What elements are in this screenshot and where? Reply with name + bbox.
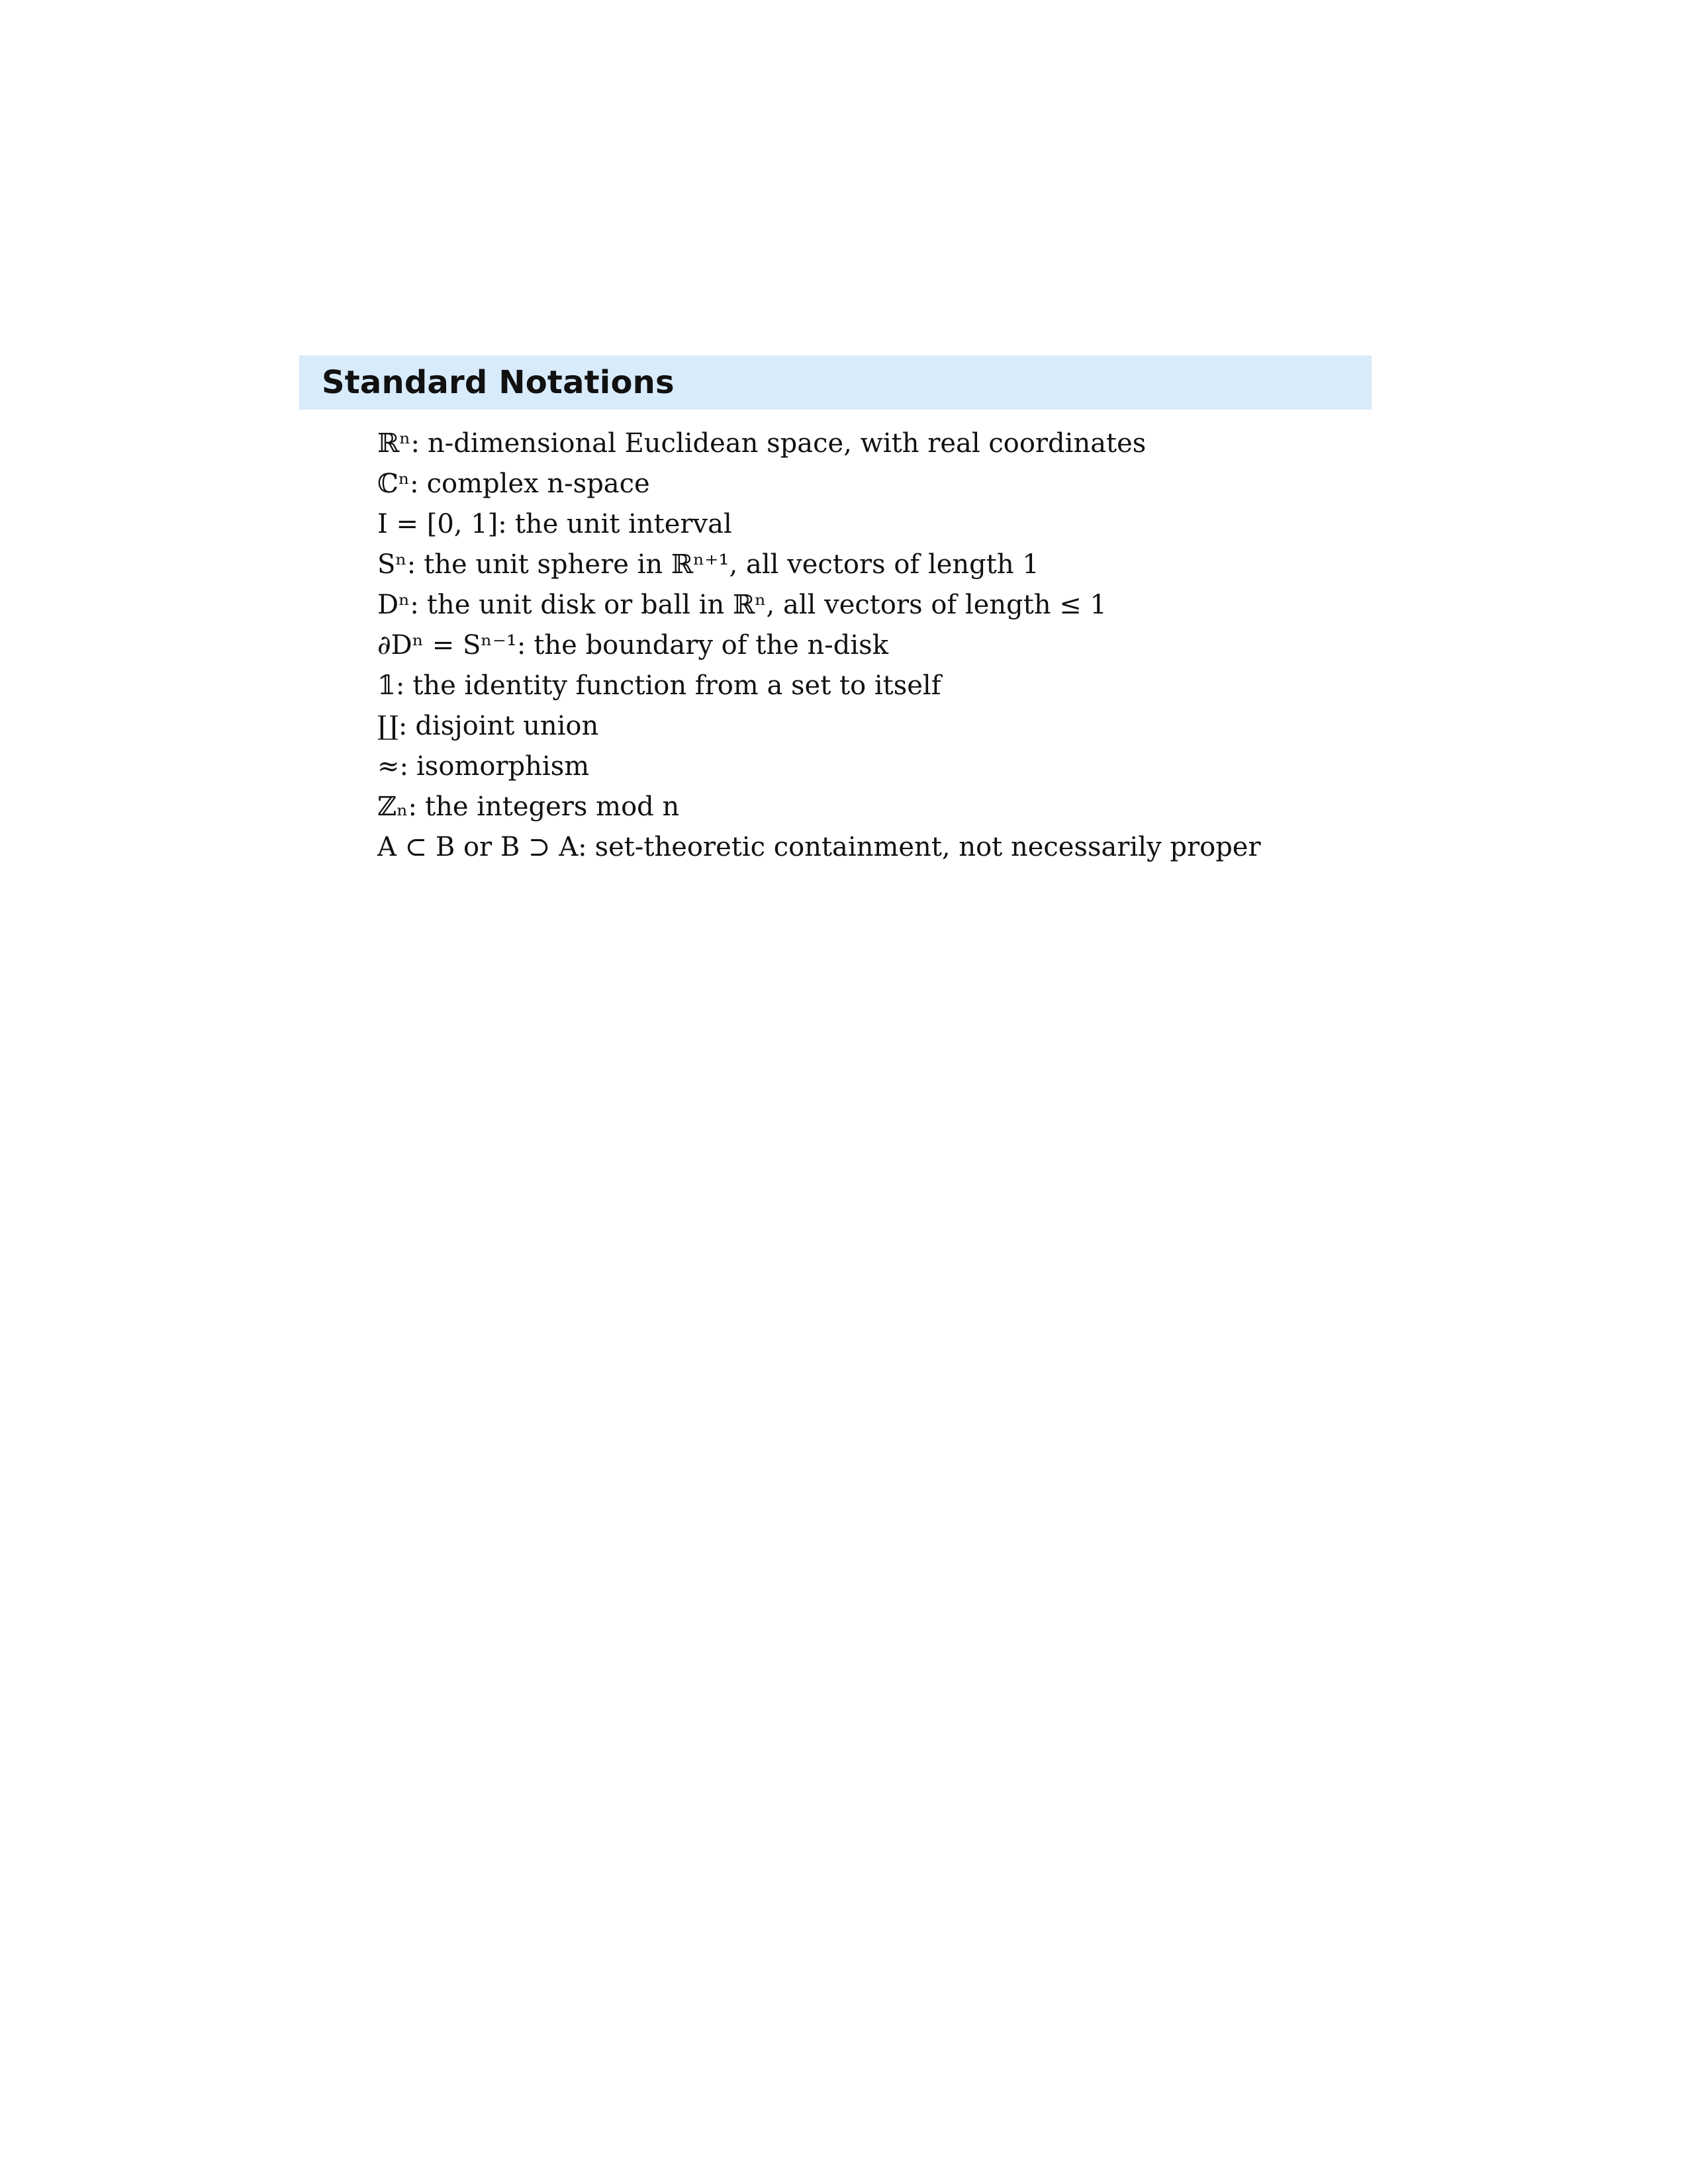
section-header: [299, 355, 1372, 410]
notation-description: the unit interval: [514, 509, 732, 539]
notation-item: ℤₙ: the integers mod n: [377, 792, 680, 822]
notation-symbol: 𝟙: [377, 670, 396, 701]
notation-description: isomorphism: [416, 751, 590, 782]
notation-item: ∂Dⁿ = Sⁿ⁻¹: the boundary of the n-disk: [377, 630, 888, 660]
notation-description: n-dimensional Euclidean space, with real coordinates: [428, 428, 1147, 459]
notation-description: set-theoretic containment, not necessarily proper: [594, 832, 1261, 862]
notation-item: I = [0, 1]: the unit interval: [377, 509, 732, 539]
notation-description: complex n-space: [426, 469, 650, 499]
notation-description: the integers mod n: [425, 792, 680, 822]
notation-symbol: ℝⁿ: [377, 428, 411, 459]
notation-item: Dⁿ: the unit disk or ball in ℝⁿ, all vectors of length ≤ 1: [377, 590, 1107, 620]
notation-symbol: ℂⁿ: [377, 469, 410, 499]
notation-symbol: Dⁿ: [377, 590, 410, 620]
notation-description: the boundary of the n-disk: [534, 630, 888, 660]
notation-symbol: A ⊂ B or B ⊃ A: [377, 832, 579, 862]
notation-item: ≈: isomorphism: [377, 751, 590, 782]
notation-symbol: Sⁿ: [377, 549, 407, 580]
notation-symbol: ≈: [377, 751, 400, 782]
notation-symbol: I = [0, 1]: [377, 509, 498, 539]
notation-description: disjoint union: [415, 711, 599, 741]
notation-item: ℂⁿ: complex n-space: [377, 469, 650, 499]
notation-symbol: ℤₙ: [377, 792, 408, 822]
notation-list: [377, 424, 1261, 868]
notation-item: ∐: disjoint union: [377, 711, 599, 741]
notation-item: Sⁿ: the unit sphere in ℝⁿ⁺¹, all vectors of length 1: [377, 549, 1039, 580]
notation-symbol: ∂Dⁿ = Sⁿ⁻¹: [377, 630, 517, 660]
notation-description: the identity function from a set to itself: [412, 670, 941, 701]
notation-symbol: ∐: [377, 711, 399, 741]
notation-description: the unit sphere in ℝⁿ⁺¹, all vectors of length 1: [424, 549, 1039, 580]
notation-item: A ⊂ B or B ⊃ A: set-theoretic containment, not necessarily proper: [377, 832, 1261, 862]
notation-item: 𝟙: the identity function from a set to itself: [377, 670, 941, 701]
section-title: Standard Notations: [322, 364, 675, 401]
notation-description: the unit disk or ball in ℝⁿ, all vectors of length ≤ 1: [426, 590, 1107, 620]
notation-item: ℝⁿ: n-dimensional Euclidean space, with real coordinates: [377, 428, 1147, 459]
